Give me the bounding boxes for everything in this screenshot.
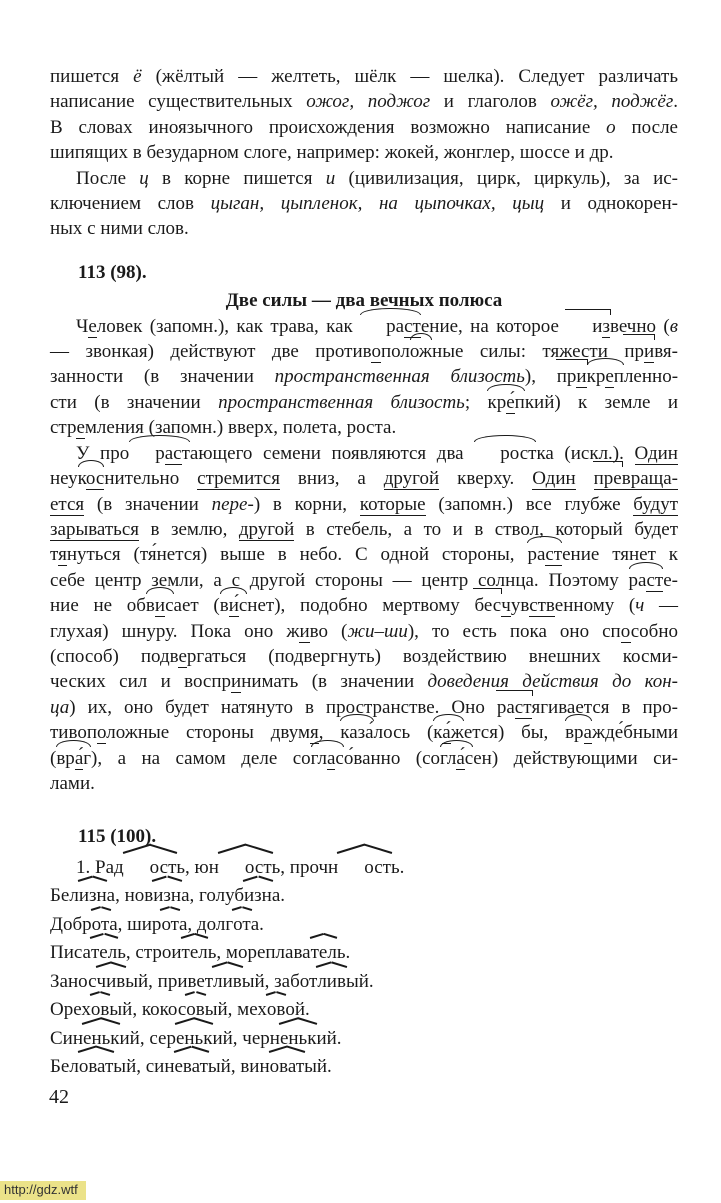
- text-run: пол: [380, 341, 410, 363]
- marked-text-u: ст: [646, 569, 664, 591]
- text-run: во (: [309, 620, 348, 642]
- text-line: [50, 191, 678, 216]
- text-run: к: [433, 722, 443, 744]
- text-line: [50, 89, 678, 114]
- marked-text-arc: [311, 746, 344, 771]
- text-run: неу: [50, 468, 78, 490]
- text-run: гл: [310, 747, 327, 769]
- text-run: изн: [244, 885, 272, 907]
- marked-text-u: е: [178, 645, 187, 667]
- text-run: —: [644, 595, 679, 617]
- text-run: ост: [149, 856, 177, 878]
- text-run: ый, забот: [241, 970, 318, 992]
- text-run: еньк: [83, 1027, 120, 1049]
- text-run: ключением слов: [50, 193, 211, 215]
- marked-text-u: другой: [383, 468, 440, 490]
- text-run: рост: [500, 442, 537, 464]
- text-line: [50, 166, 678, 191]
- text-run: в стебель, а то и в ствол, который будет: [294, 518, 678, 540]
- page-number: 42: [49, 1086, 69, 1108]
- text-line: [50, 995, 678, 1024]
- text-run: лив: [317, 970, 346, 992]
- marked-text-suf: [267, 996, 285, 1024]
- text-run: ь, мореплава: [207, 942, 311, 964]
- text-run: еват: [174, 1056, 208, 1078]
- text-run: себе центр земли, а с другой стороны — центр солнца. Поэтому: [50, 569, 629, 591]
- text-line: [50, 441, 678, 466]
- text-run: ложные стороны двум: [106, 722, 310, 744]
- marked-text-suf: [79, 1053, 113, 1081]
- text-run: Бел: [50, 885, 79, 907]
- text-run: каза́: [340, 722, 374, 744]
- text-run: ь, юн: [176, 856, 219, 878]
- text-line: [50, 720, 678, 745]
- text-line: [50, 115, 678, 140]
- text-run: У про: [76, 442, 130, 464]
- text-line: [50, 1024, 678, 1053]
- text-run: кр: [586, 366, 606, 388]
- text-run: ), то есть пока оно сп: [407, 620, 621, 642]
- text-run: ется) бы,: [463, 722, 566, 744]
- text-line: [50, 216, 678, 241]
- exercise-115-list: [50, 853, 678, 1081]
- marked-text-arc: [565, 720, 592, 745]
- marked-text-u: которые: [359, 493, 426, 515]
- marked-text-u: а: [583, 722, 592, 744]
- marked-text-suf: [317, 968, 346, 996]
- marked-text-u: другой: [238, 518, 295, 540]
- text-run: (жёлтый — желтеть, шёлк — шелка). Следует различать: [141, 66, 678, 87]
- marked-text-u: и́: [228, 595, 239, 617]
- text-run: с: [238, 595, 248, 617]
- exercise-113-paragraph-1: [50, 314, 678, 441]
- marked-text-i: доведения действия до кон-: [427, 671, 678, 693]
- text-run: ый, син: [113, 1056, 175, 1078]
- text-run: ый, вин: [207, 1056, 270, 1078]
- text-run: ), а на самом деле со: [91, 747, 311, 769]
- marked-text-b: 115 (100).: [78, 826, 157, 848]
- text-line: [50, 771, 678, 796]
- marked-text-suf: [213, 968, 242, 996]
- text-run: пре: [593, 468, 622, 490]
- text-run: (в значении: [84, 493, 212, 515]
- marked-text-i: ца: [50, 696, 70, 718]
- text-run: ка (искл.).: [536, 442, 635, 464]
- text-run: ый, мех: [204, 999, 267, 1021]
- marked-text-i: и: [325, 167, 336, 189]
- marked-text-u: ст: [545, 544, 563, 566]
- text-run: ов: [90, 999, 110, 1021]
- text-run: ра: [386, 315, 405, 337]
- marked-text-u: Один: [532, 468, 576, 490]
- marked-text-u: и: [576, 366, 587, 388]
- text-run: вя-: [654, 341, 678, 363]
- text-run: оват: [78, 1056, 114, 1078]
- text-run: кверху.: [439, 468, 533, 490]
- text-run: ает (: [173, 595, 220, 617]
- text-run: глухая) шнуру. Пока оно ж: [50, 620, 300, 642]
- text-run: пр: [624, 341, 645, 363]
- marked-text-arc: [527, 542, 562, 567]
- marked-text-u: я: [310, 722, 319, 744]
- text-run: с: [335, 747, 344, 769]
- marked-text-u: я: [58, 544, 67, 566]
- text-run: ый, кокос: [109, 999, 187, 1021]
- text-line: [50, 1052, 678, 1081]
- text-run: (цивилизация, цирк, циркуль), за ис-: [335, 167, 679, 189]
- text-line: [50, 910, 678, 939]
- marked-text-u: и: [231, 671, 242, 693]
- text-run: ь, строи: [117, 942, 182, 964]
- text-line: [50, 466, 678, 491]
- text-run: вечно (: [609, 315, 670, 337]
- text-run: ающего семени появляются два: [189, 442, 475, 464]
- marked-text-u: а́: [456, 747, 465, 769]
- text-run: Добр: [50, 913, 92, 935]
- text-run: к: [77, 468, 86, 490]
- text-line: [50, 881, 678, 910]
- text-run: от: [91, 913, 110, 935]
- marked-text-pre: [566, 314, 610, 339]
- marked-text-arc: [220, 593, 248, 618]
- marked-text-suf: [270, 1053, 304, 1081]
- text-run: кр: [487, 391, 507, 413]
- marked-text-b: 113 (98).: [78, 261, 147, 283]
- exercise-113-paragraph-2: [50, 441, 678, 797]
- text-run: (: [50, 747, 57, 769]
- text-run: Син: [50, 1027, 84, 1049]
- marked-text-u: о: [620, 620, 631, 642]
- text-run: е-: [663, 569, 678, 591]
- marked-text-u: будут: [633, 493, 679, 515]
- marked-text-u: ств: [529, 595, 555, 617]
- text-run: п: [514, 391, 525, 413]
- marked-text-i: в: [669, 315, 678, 337]
- text-run: После: [76, 167, 140, 189]
- marked-text-u: о: [96, 722, 107, 744]
- text-run: ув: [510, 595, 530, 617]
- text-run: сти (в значении: [50, 391, 219, 413]
- text-run: [576, 468, 594, 489]
- text-run: ый, привет: [125, 970, 214, 992]
- text-run: мления (запомн.) вверх, полета, роста.: [84, 417, 397, 439]
- text-run: от: [233, 913, 251, 935]
- text-run: изн: [153, 885, 182, 907]
- marked-text-i: ожог, поджог: [306, 91, 431, 113]
- marked-text-i: пространственная близость: [218, 391, 465, 413]
- text-run: чив: [96, 970, 126, 992]
- text-run: тел: [310, 942, 337, 964]
- text-run: в: [145, 595, 155, 617]
- marked-text-i: жи–ши: [347, 620, 408, 642]
- text-line: [50, 669, 678, 694]
- text-run: ра: [527, 544, 546, 566]
- marked-text-arc: [340, 720, 373, 745]
- marked-text-b: Две силы — два вечных полюса: [225, 290, 503, 312]
- marked-text-u: ст: [514, 696, 532, 718]
- text-run: ен) действующими си-: [473, 747, 679, 769]
- text-run: ние не об: [50, 595, 146, 617]
- text-run: тел: [181, 942, 208, 964]
- marked-text-u: и: [299, 620, 310, 642]
- text-run: с: [165, 595, 174, 617]
- marked-text-suf: [182, 939, 208, 967]
- marked-text-arc: [78, 466, 105, 491]
- marked-text-i: ё: [133, 66, 142, 87]
- text-line: [50, 593, 678, 618]
- marked-text-u: [594, 468, 678, 490]
- text-line: [50, 542, 678, 567]
- text-run: в корне пишется: [148, 167, 326, 189]
- marked-text-arc: [487, 390, 524, 415]
- text-run: в: [219, 595, 229, 617]
- marked-text-arc: [474, 441, 536, 466]
- text-run: лами.: [50, 772, 95, 794]
- text-run: с: [464, 747, 474, 769]
- text-line: [50, 619, 678, 644]
- watermark-link[interactable]: http://gdz.wtf: [0, 1181, 86, 1200]
- marked-text-u: е: [605, 366, 614, 388]
- marked-text-u: а́: [74, 747, 84, 769]
- text-run: ловек (запомн.), как трава, как: [96, 315, 361, 337]
- text-line: [50, 644, 678, 669]
- text-run: р: [155, 442, 165, 464]
- marked-text-u: Один: [634, 442, 678, 464]
- text-run: тивоп: [50, 722, 97, 744]
- text-run: оват: [269, 1056, 305, 1078]
- text-run: Ч: [76, 315, 89, 337]
- text-run: нуться (тя́нется) выше в небо. С одной стороны,: [66, 544, 528, 566]
- marked-text-u: и: [644, 341, 655, 363]
- text-run: 1. Рад: [76, 856, 124, 878]
- text-line: [50, 364, 678, 389]
- text-line: [50, 967, 678, 996]
- text-line: [50, 568, 678, 593]
- text-run: ий, сер: [119, 1027, 176, 1049]
- text-run: .: [673, 91, 679, 113]
- text-line: [50, 314, 678, 339]
- text-run: т: [181, 442, 190, 464]
- text-line: [50, 517, 678, 542]
- marked-text-arc: [129, 441, 190, 466]
- text-run: енному (: [554, 595, 636, 617]
- text-run: написание существительных: [50, 91, 307, 113]
- text-run: Занос: [50, 970, 97, 992]
- marked-text-pre: [594, 466, 622, 491]
- text-run: гл: [440, 747, 457, 769]
- text-run: ных с ними слов.: [50, 218, 189, 240]
- text-run: вр: [56, 747, 75, 769]
- text-run: ческих сил и воспр: [50, 671, 232, 693]
- text-run: ый.: [345, 970, 374, 992]
- marked-text-i: ц: [139, 167, 149, 189]
- text-line: [50, 746, 678, 771]
- marked-text-u: ас: [164, 442, 182, 464]
- text-run: бес: [474, 595, 502, 617]
- marked-text-suf: [161, 911, 179, 939]
- text-run: ,: [318, 722, 341, 744]
- text-run: п: [613, 366, 624, 388]
- marked-text-suf: [338, 854, 391, 882]
- text-run: стр: [50, 417, 77, 439]
- text-run: ение, на которое: [420, 315, 567, 337]
- text-run: после: [615, 116, 678, 138]
- text-run: ый.: [304, 1056, 332, 1078]
- text-run: Бел: [50, 1056, 79, 1078]
- text-run: г: [83, 747, 92, 769]
- text-run: и однокорен-: [544, 193, 678, 215]
- text-line: [50, 938, 678, 967]
- text-run: ов: [186, 999, 205, 1021]
- text-line: [50, 260, 678, 285]
- marked-text-i: цыган, цыпленок, на цыпочках, цыц: [210, 193, 545, 215]
- text-run: кий) к земле и: [524, 391, 679, 413]
- marked-text-u: а: [326, 747, 336, 769]
- text-run: ) их, оно будет натянуто в пространстве. Оно: [69, 696, 497, 718]
- text-line: [50, 140, 678, 165]
- text-run: враща-: [621, 468, 679, 490]
- text-run: нительно: [104, 468, 198, 490]
- text-run: вр: [565, 722, 584, 744]
- marked-text-arc: [146, 593, 174, 618]
- marked-text-u: стремится: [197, 468, 280, 490]
- text-run: т: [50, 544, 59, 566]
- marked-text-suf: [175, 1053, 208, 1081]
- text-run: ий, черн: [212, 1027, 280, 1049]
- text-line: [50, 64, 678, 89]
- marked-text-u: и: [154, 595, 166, 617]
- marked-text-i: ожёг, поджёг: [550, 91, 674, 113]
- marked-text-i: ч: [635, 595, 645, 617]
- text-run: лив: [213, 970, 242, 992]
- text-run: жде́бными: [591, 722, 679, 744]
- text-run: от: [161, 913, 179, 935]
- marked-text-arc: [587, 364, 624, 389]
- text-run: ра: [628, 569, 647, 591]
- text-run: еньк: [279, 1027, 317, 1049]
- text-run: а, шир: [109, 913, 162, 935]
- marked-text-pre: [624, 339, 654, 364]
- text-run: (запомн.) все глубже: [425, 493, 634, 515]
- text-run: собно: [630, 620, 678, 642]
- marked-text-suf: [233, 911, 251, 939]
- text-line: [50, 390, 678, 415]
- paragraph-tsi-spelling: [50, 166, 678, 242]
- paragraph-zho-zhe-spelling: [50, 64, 678, 166]
- marked-text-pre: [557, 364, 587, 389]
- text-run: шипящих в безударном слоге, например: жокей, жонглер, шоссе и др.: [50, 142, 614, 164]
- marked-text-u: ст: [404, 315, 421, 337]
- text-run: В словах иноязычного происхождения возможно написание: [50, 116, 607, 138]
- marked-text-arc: [56, 746, 91, 771]
- marked-text-u: а́: [442, 722, 451, 744]
- text-run: Писа: [50, 942, 91, 964]
- text-run: а, долг: [179, 913, 234, 935]
- text-line: [50, 492, 678, 517]
- text-run: ь, прочн: [271, 856, 339, 878]
- text-line: [50, 853, 678, 882]
- text-run: еньк: [175, 1027, 213, 1049]
- text-run: — звонкая) действуют две против: [50, 341, 372, 363]
- text-run: и глаголов: [430, 91, 551, 113]
- text-run: ргаться (подвергнуть) воздействию внешних косми-: [186, 645, 678, 667]
- text-run: Орех: [50, 999, 91, 1021]
- text-run: ра: [496, 696, 515, 718]
- text-run: а.: [271, 885, 286, 907]
- text-run: тел: [91, 942, 118, 964]
- marked-text-u: о: [371, 341, 381, 363]
- marked-text-u: е́: [506, 391, 515, 413]
- text-run: в землю,: [139, 518, 239, 540]
- text-run: ) в корни,: [253, 493, 360, 515]
- text-run: ные силы: тяжести: [432, 341, 625, 363]
- text-run: ение тянет к: [562, 544, 678, 566]
- text-run: вниз, а: [279, 468, 384, 490]
- text-run: нимать (в значении: [241, 671, 428, 693]
- page-text: [50, 64, 678, 1081]
- exercise-113-number: [50, 260, 678, 285]
- text-run: пишется: [50, 66, 134, 87]
- text-run: о́ванно (со: [343, 747, 441, 769]
- text-run: ягивается в про-: [531, 696, 678, 718]
- text-run: изн: [78, 885, 107, 907]
- marked-text-u: з: [602, 315, 610, 337]
- marked-text-arc: [410, 339, 432, 364]
- text-run: а.: [250, 913, 264, 935]
- marked-text-u: зарываться: [50, 518, 140, 540]
- marked-text-arc: [440, 746, 473, 771]
- text-run: ;: [464, 391, 488, 413]
- marked-text-i: о: [606, 116, 616, 138]
- text-run: ),: [524, 366, 557, 388]
- text-run: ленно-: [623, 366, 679, 388]
- marked-text-suf: [244, 882, 272, 910]
- text-run: ой.: [285, 999, 310, 1021]
- text-run: а, нов: [106, 885, 154, 907]
- marked-text-u: е: [88, 315, 97, 337]
- text-run: ж: [450, 722, 464, 744]
- marked-text-arc: [629, 568, 664, 593]
- text-run: (способ) подв: [50, 645, 179, 667]
- text-run: ост: [364, 856, 391, 878]
- marked-text-u: ется: [50, 493, 85, 515]
- marked-text-pre: [474, 593, 501, 618]
- marked-text-pre: [497, 695, 532, 720]
- text-run: ост: [244, 856, 272, 878]
- text-run: пр: [556, 366, 577, 388]
- marked-text-u: ч: [501, 595, 511, 617]
- text-run: занности (в значении: [50, 366, 275, 388]
- text-run: а, голуб: [181, 885, 244, 907]
- text-run: нет), подобно мертвому: [247, 595, 475, 617]
- text-run: лось (: [373, 722, 434, 744]
- marked-text-i: пере-: [211, 493, 254, 515]
- text-run: ий.: [316, 1027, 342, 1049]
- marked-text-u: ос: [85, 468, 105, 490]
- text-run: ов: [266, 999, 286, 1021]
- marked-text-u: е: [76, 417, 85, 439]
- text-run: ь.: [390, 856, 405, 878]
- text-run: ь.: [336, 942, 351, 964]
- text-run: ож: [409, 341, 433, 363]
- marked-text-i: пространственная близость: [274, 366, 525, 388]
- text-run: и: [592, 315, 603, 337]
